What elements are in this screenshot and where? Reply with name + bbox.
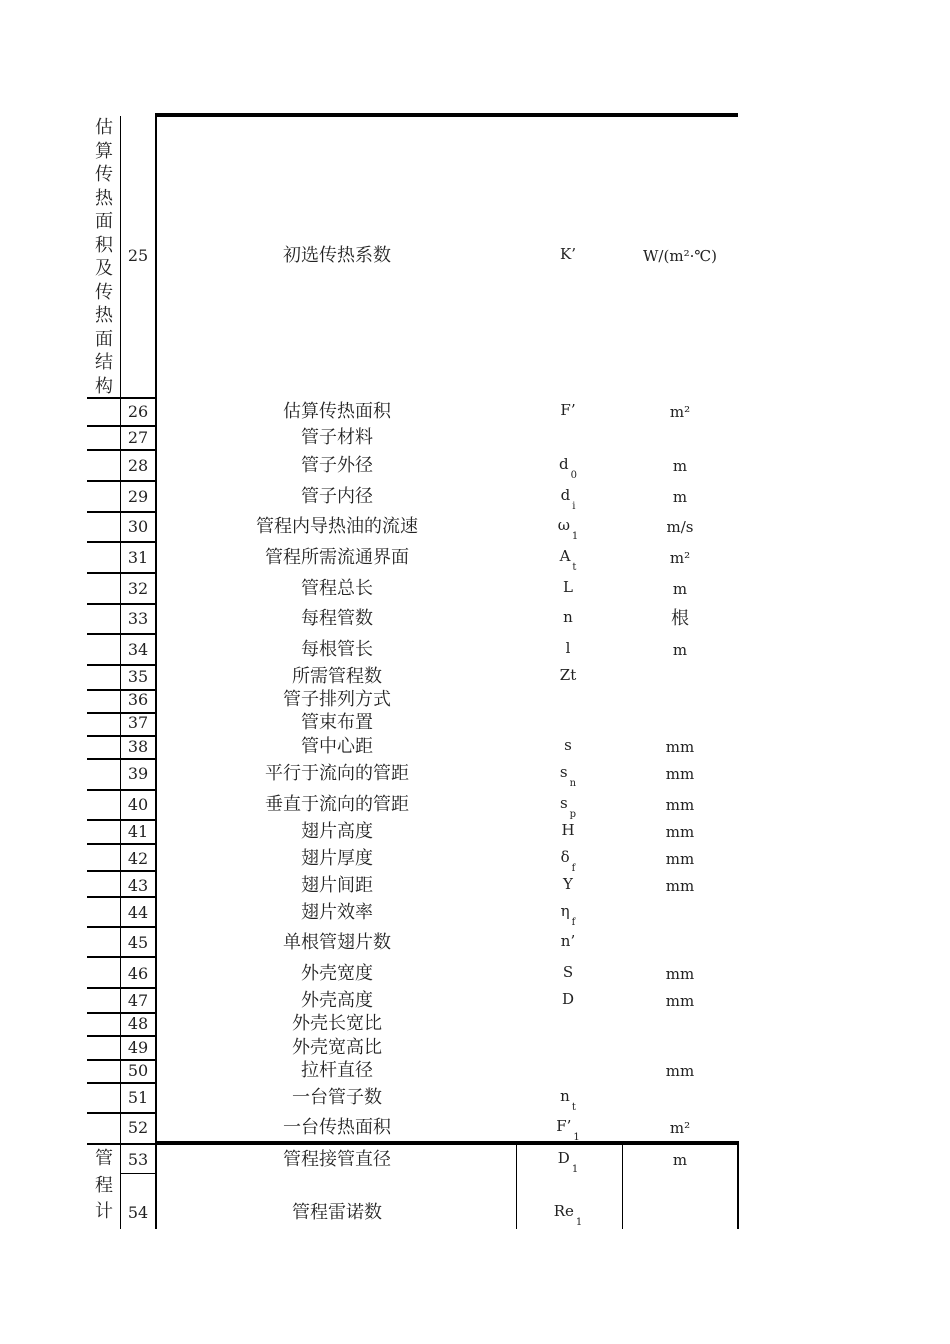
row-separator [87, 758, 156, 760]
symbol-main: ω [557, 516, 570, 534]
section-label-tube-calc [92, 1146, 116, 1226]
table-left-border [155, 113, 157, 1229]
parameter-unit: mm [665, 850, 695, 868]
section1-label-char: 及 [95, 258, 113, 279]
parameter-symbol [561, 931, 575, 951]
row-number: 37 [127, 713, 149, 732]
parameter-symbol [560, 1086, 576, 1113]
parameter-unit: m [672, 457, 688, 475]
number-column-left-border [120, 116, 121, 1229]
parameter-name: 外壳长宽比 [292, 1013, 382, 1034]
parameter-unit: m [672, 488, 688, 506]
row-number: 38 [127, 737, 149, 756]
row-number: 27 [127, 428, 149, 447]
parameter-symbol [564, 735, 572, 755]
row-number: 31 [127, 548, 149, 567]
row-number: 28 [127, 456, 149, 475]
symbol-main: F’ [560, 401, 576, 419]
row-separator [87, 480, 156, 482]
parameter-unit: mm [665, 965, 695, 983]
row-number: 41 [127, 822, 149, 841]
symbol-subscript: t [572, 562, 577, 573]
parameter-symbol [556, 1116, 580, 1143]
parameter-name: 管程接管直径 [283, 1149, 391, 1170]
row-separator [87, 870, 156, 872]
row-number: 51 [127, 1088, 149, 1107]
row-number: 34 [127, 640, 149, 659]
parameter-symbol [561, 820, 574, 840]
parameter-symbol [560, 244, 576, 264]
section1-label-char: 估 [95, 117, 113, 138]
parameter-name: 外壳宽高比 [292, 1037, 382, 1058]
parameter-unit: W/(m²·℃) [643, 247, 717, 265]
parameter-name: 初选传热系数 [283, 245, 391, 266]
symbol-main: Re [553, 1202, 574, 1220]
parameter-name: 管程雷诺数 [292, 1202, 382, 1223]
symbol-subscript: 0 [570, 470, 577, 481]
row-number: 43 [127, 876, 149, 895]
symbol-main: δ [560, 848, 570, 866]
section-divider [156, 1141, 738, 1145]
section2-label-char: 程 [95, 1174, 113, 1196]
row-number: 40 [127, 795, 149, 814]
parameter-unit: mm [665, 796, 695, 814]
parameter-name: 垂直于流向的管距 [265, 794, 409, 815]
parameter-name: 管子排列方式 [283, 689, 391, 710]
symbol-main: H [561, 821, 575, 839]
parameter-unit: m² [669, 1119, 691, 1137]
symbol-main: F’ [556, 1117, 572, 1135]
parameter-symbol [560, 665, 576, 685]
parameter-name: 翅片间距 [301, 875, 373, 896]
row-separator [87, 987, 156, 989]
row-separator [87, 789, 156, 791]
symbol-main: K’ [560, 245, 576, 263]
symbol-subscript: 1 [571, 531, 579, 542]
symbol-main: n’ [560, 932, 576, 950]
symbol-main: s [564, 736, 572, 754]
row-separator [87, 1082, 156, 1084]
row-number: 48 [127, 1014, 149, 1033]
parameter-name: 平行于流向的管距 [265, 763, 409, 784]
parameter-unit: mm [665, 738, 695, 756]
row-separator [87, 541, 156, 543]
parameter-unit: m² [669, 403, 691, 421]
section1-label-char: 面 [95, 328, 113, 350]
section1-label-char: 构 [95, 375, 113, 397]
section1-label-char: 热 [95, 305, 113, 326]
parameter-symbol [563, 577, 573, 597]
symbol-subscript: 1 [573, 1132, 580, 1143]
symbol-main: n [563, 608, 573, 626]
symbol-subscript: p [569, 809, 577, 820]
parameter-unit: m/s [666, 518, 694, 536]
section1-label-char: 算 [95, 140, 113, 162]
symbol-main: L [563, 578, 573, 596]
parameter-name: 单根管翅片数 [283, 932, 391, 953]
row-separator [87, 1035, 156, 1037]
symbol-main: s [559, 794, 568, 812]
row-number: 53 [127, 1150, 149, 1169]
row-separator [87, 664, 156, 666]
parameter-name: 翅片厚度 [301, 848, 373, 869]
parameter-name: 每程管数 [301, 608, 373, 629]
row-separator [120, 1173, 156, 1174]
row-separator [87, 896, 156, 898]
symbol-subscript: t [571, 1102, 576, 1113]
symbol-main: Zt [559, 666, 577, 684]
row-separator [87, 956, 156, 958]
parameter-unit: m [672, 641, 688, 659]
symbol-main: D [561, 990, 575, 1008]
parameter-unit: mm [665, 1062, 695, 1080]
parameter-symbol [557, 1148, 579, 1175]
parameter-name: 每根管长 [301, 639, 373, 660]
row-number: 47 [127, 991, 149, 1010]
row-number: 36 [127, 690, 149, 709]
parameter-unit: 根 [671, 608, 689, 629]
parameter-name: 翅片效率 [301, 902, 373, 923]
row-separator [87, 425, 156, 427]
section2-right-border [737, 1141, 739, 1229]
parameter-name: 所需管程数 [292, 666, 382, 687]
parameter-unit: m [672, 580, 688, 598]
row-number: 35 [127, 667, 149, 686]
symbol-subscript: f [571, 917, 576, 928]
symbol-subscript: n [569, 778, 577, 789]
row-number: 25 [127, 246, 149, 265]
parameter-symbol [560, 400, 575, 420]
parameter-name: 一台管子数 [292, 1087, 382, 1108]
symbol-main: A [559, 547, 571, 565]
parameter-symbol [559, 454, 577, 481]
row-separator [87, 819, 156, 821]
parameter-unit: mm [665, 877, 695, 895]
symbol-main: η [560, 902, 570, 920]
section1-label-char: 结 [95, 352, 113, 373]
parameter-symbol [559, 762, 577, 789]
parameter-unit: m² [669, 549, 691, 567]
parameter-symbol [560, 485, 576, 512]
symbol-main: D [557, 1149, 570, 1167]
parameter-name: 外壳宽度 [301, 963, 373, 984]
row-separator [87, 603, 156, 605]
row-separator [87, 633, 156, 635]
parameter-symbol [559, 546, 577, 573]
parameter-name: 估算传热面积 [283, 401, 391, 422]
parameter-symbol [566, 638, 571, 658]
parameter-unit: m [672, 1151, 688, 1169]
symbol-main: l [565, 639, 571, 657]
parameter-name: 管束布置 [301, 712, 373, 733]
section1-label-char: 传 [95, 281, 113, 303]
parameter-symbol [553, 1201, 583, 1228]
symbol-subscript: f [571, 863, 576, 874]
section1-label-char: 面 [95, 211, 113, 232]
symbol-subscript: 1 [571, 1164, 579, 1175]
row-number: 39 [127, 764, 149, 783]
row-number: 30 [127, 517, 149, 536]
parameter-name: 外壳高度 [301, 990, 373, 1011]
row-separator [87, 1112, 156, 1114]
parameter-name: 管子外径 [301, 455, 373, 476]
parameter-symbol [559, 793, 577, 820]
parameter-unit: mm [665, 823, 695, 841]
symbol-main: d [560, 486, 571, 504]
parameter-name: 管子内径 [301, 486, 373, 507]
section2-label-char: 管 [95, 1148, 113, 1169]
parameter-symbol [560, 901, 576, 928]
parameter-name: 管中心距 [301, 736, 373, 757]
parameter-name: 拉杆直径 [301, 1060, 373, 1081]
parameter-name: 管程总长 [301, 578, 373, 599]
section-label-heat-area-structure [92, 116, 116, 398]
row-number: 50 [127, 1061, 149, 1080]
symbol-main: Y [563, 875, 573, 893]
row-separator [87, 397, 156, 399]
parameter-symbol [563, 607, 573, 627]
symbol-main: s [559, 763, 568, 781]
section2-label-char: 计 [95, 1201, 113, 1222]
symbol-subscript: i [572, 501, 576, 512]
section1-label-char: 积 [95, 234, 113, 256]
parameter-name: 翅片高度 [301, 821, 373, 842]
section1-label-char: 热 [95, 187, 113, 209]
row-separator [87, 511, 156, 513]
row-number: 49 [127, 1038, 149, 1057]
row-number: 26 [127, 402, 149, 421]
row-separator [87, 1143, 156, 1145]
parameter-symbol [557, 515, 579, 542]
row-separator [87, 843, 156, 845]
symbol-subscript: 1 [575, 1217, 583, 1228]
parameter-symbol [562, 989, 574, 1009]
row-number: 33 [127, 609, 149, 628]
row-number: 45 [127, 933, 149, 952]
section2-col-divider-1 [516, 1143, 517, 1229]
row-number: 44 [127, 903, 149, 922]
row-separator [87, 449, 156, 451]
parameter-unit: mm [665, 992, 695, 1010]
row-number: 29 [127, 487, 149, 506]
parameter-name: 管子材料 [301, 427, 373, 448]
parameter-name: 管程内导热油的流速 [256, 516, 418, 537]
row-number: 42 [127, 849, 149, 868]
parameter-name: 一台传热面积 [283, 1117, 391, 1138]
row-number: 52 [127, 1118, 149, 1137]
row-number: 32 [127, 579, 149, 598]
parameter-name: 管程所需流通界面 [265, 547, 409, 568]
symbol-main: n [560, 1087, 570, 1105]
parameter-unit: mm [665, 765, 695, 783]
symbol-main: d [559, 455, 569, 473]
section1-label-char: 传 [95, 164, 113, 185]
row-number: 54 [127, 1203, 149, 1222]
parameter-symbol [560, 847, 576, 874]
section2-col-divider-2 [622, 1143, 623, 1229]
row-separator [87, 572, 156, 574]
parameter-symbol [563, 962, 573, 982]
row-separator [87, 926, 156, 928]
table-top-border [156, 113, 738, 117]
parameter-symbol [563, 874, 573, 894]
symbol-main: S [562, 963, 574, 981]
row-number: 46 [127, 964, 149, 983]
